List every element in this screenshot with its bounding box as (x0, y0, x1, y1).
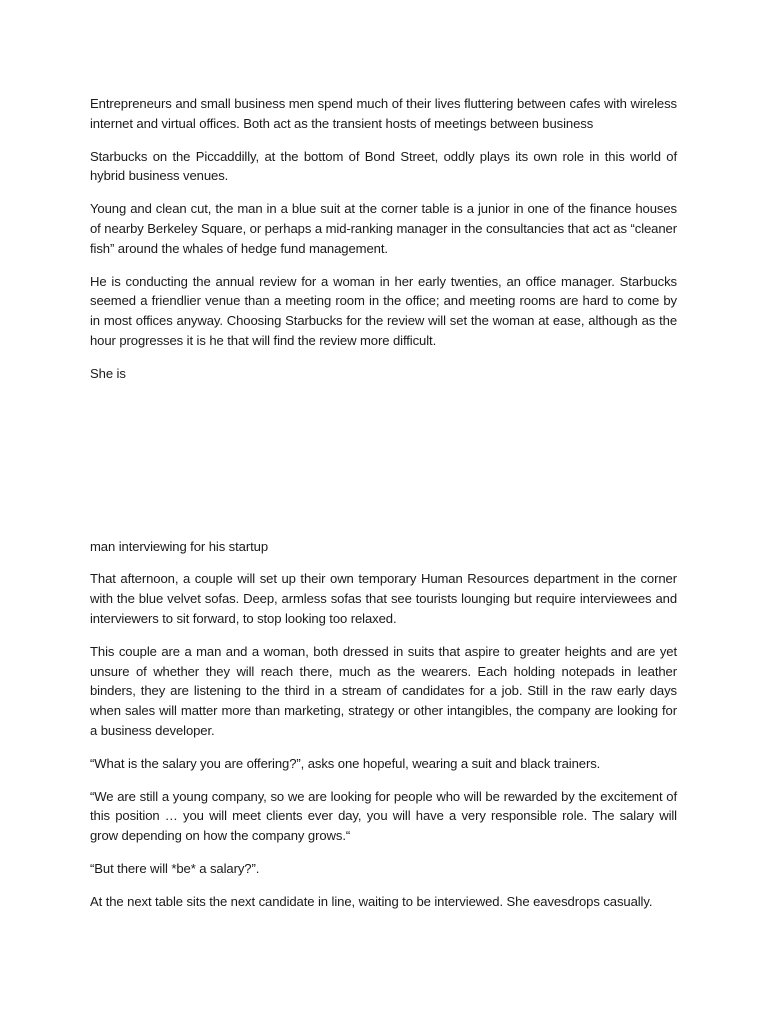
paragraph-entrepreneurs: Entrepreneurs and small business men spend much of their lives fluttering between cafes with wireless internet and virtual offices. Both act as the transient hosts of meetings between business (90, 96, 677, 131)
blank-space (90, 397, 677, 537)
paragraph-hr-department: That afternoon, a couple will set up their own temporary Human Resources department in the corner with the blue velvet sofas. Deep, armless sofas that see tourists lounging but require interviewees and interviewers to sit forward, to stop looking too relaxed. (90, 571, 677, 626)
paragraph-starbucks-piccadilly: Starbucks on the Piccaddilly, at the bottom of Bond Street, oddly plays its own role in this world of hybrid business venues. (90, 148, 677, 184)
paragraph-be-a-salary: “But there will *be* a salary?”. (90, 860, 260, 876)
paragraph-man-blue-suit: Young and clean cut, the man in a blue suit at the corner table is a junior in one of the finance houses of nearby Berkeley Square, or perhaps a mid-ranking manager in the consultancies that act as “cleaner fish” around the whales of hedge fund management. (90, 201, 677, 256)
paragraph-next-candidate: At the next table sits the next candidate in line, waiting to be interviewed. She eavesdrops casually. (90, 893, 653, 909)
paragraph-couple-suits: This couple are a man and a woman, both dressed in suits that aspire to greater heights and are yet unsure of whether they will reach there, much as the wearers. Each holding notepads in leather binders, they are listening to the third in a stream of candidates for a job. Still in the raw early days when sales will matter more than marketing, strategy or other intangibles, the company are looking for a business developer. (90, 643, 677, 738)
paragraph-annual-review: He is conducting the annual review for a woman in her early twenties, an office manager. Starbucks seemed a friendlier venue than a meeting room in the office; and meeting rooms are hard to come by in most offices anyway. Choosing Starbucks for the review will set the woman at ease, although as the hour progresses it is he that will find the review more difficult. (90, 273, 677, 348)
paragraph-startup-heading: man interviewing for his startup (90, 538, 269, 554)
paragraph-young-company: “We are still a young company, so we are looking for people who will be rewarded by the excitement of this position … you will meet clients ever day, you will have a very responsible role. The salary will grow depending on how the company grows.“ (90, 788, 677, 844)
document-page (90, 94, 677, 925)
paragraph-she-is: She is (90, 365, 126, 381)
paragraph-salary-question: “What is the salary you are offering?”, asks one hopeful, wearing a suit and black trainers. (90, 755, 601, 771)
